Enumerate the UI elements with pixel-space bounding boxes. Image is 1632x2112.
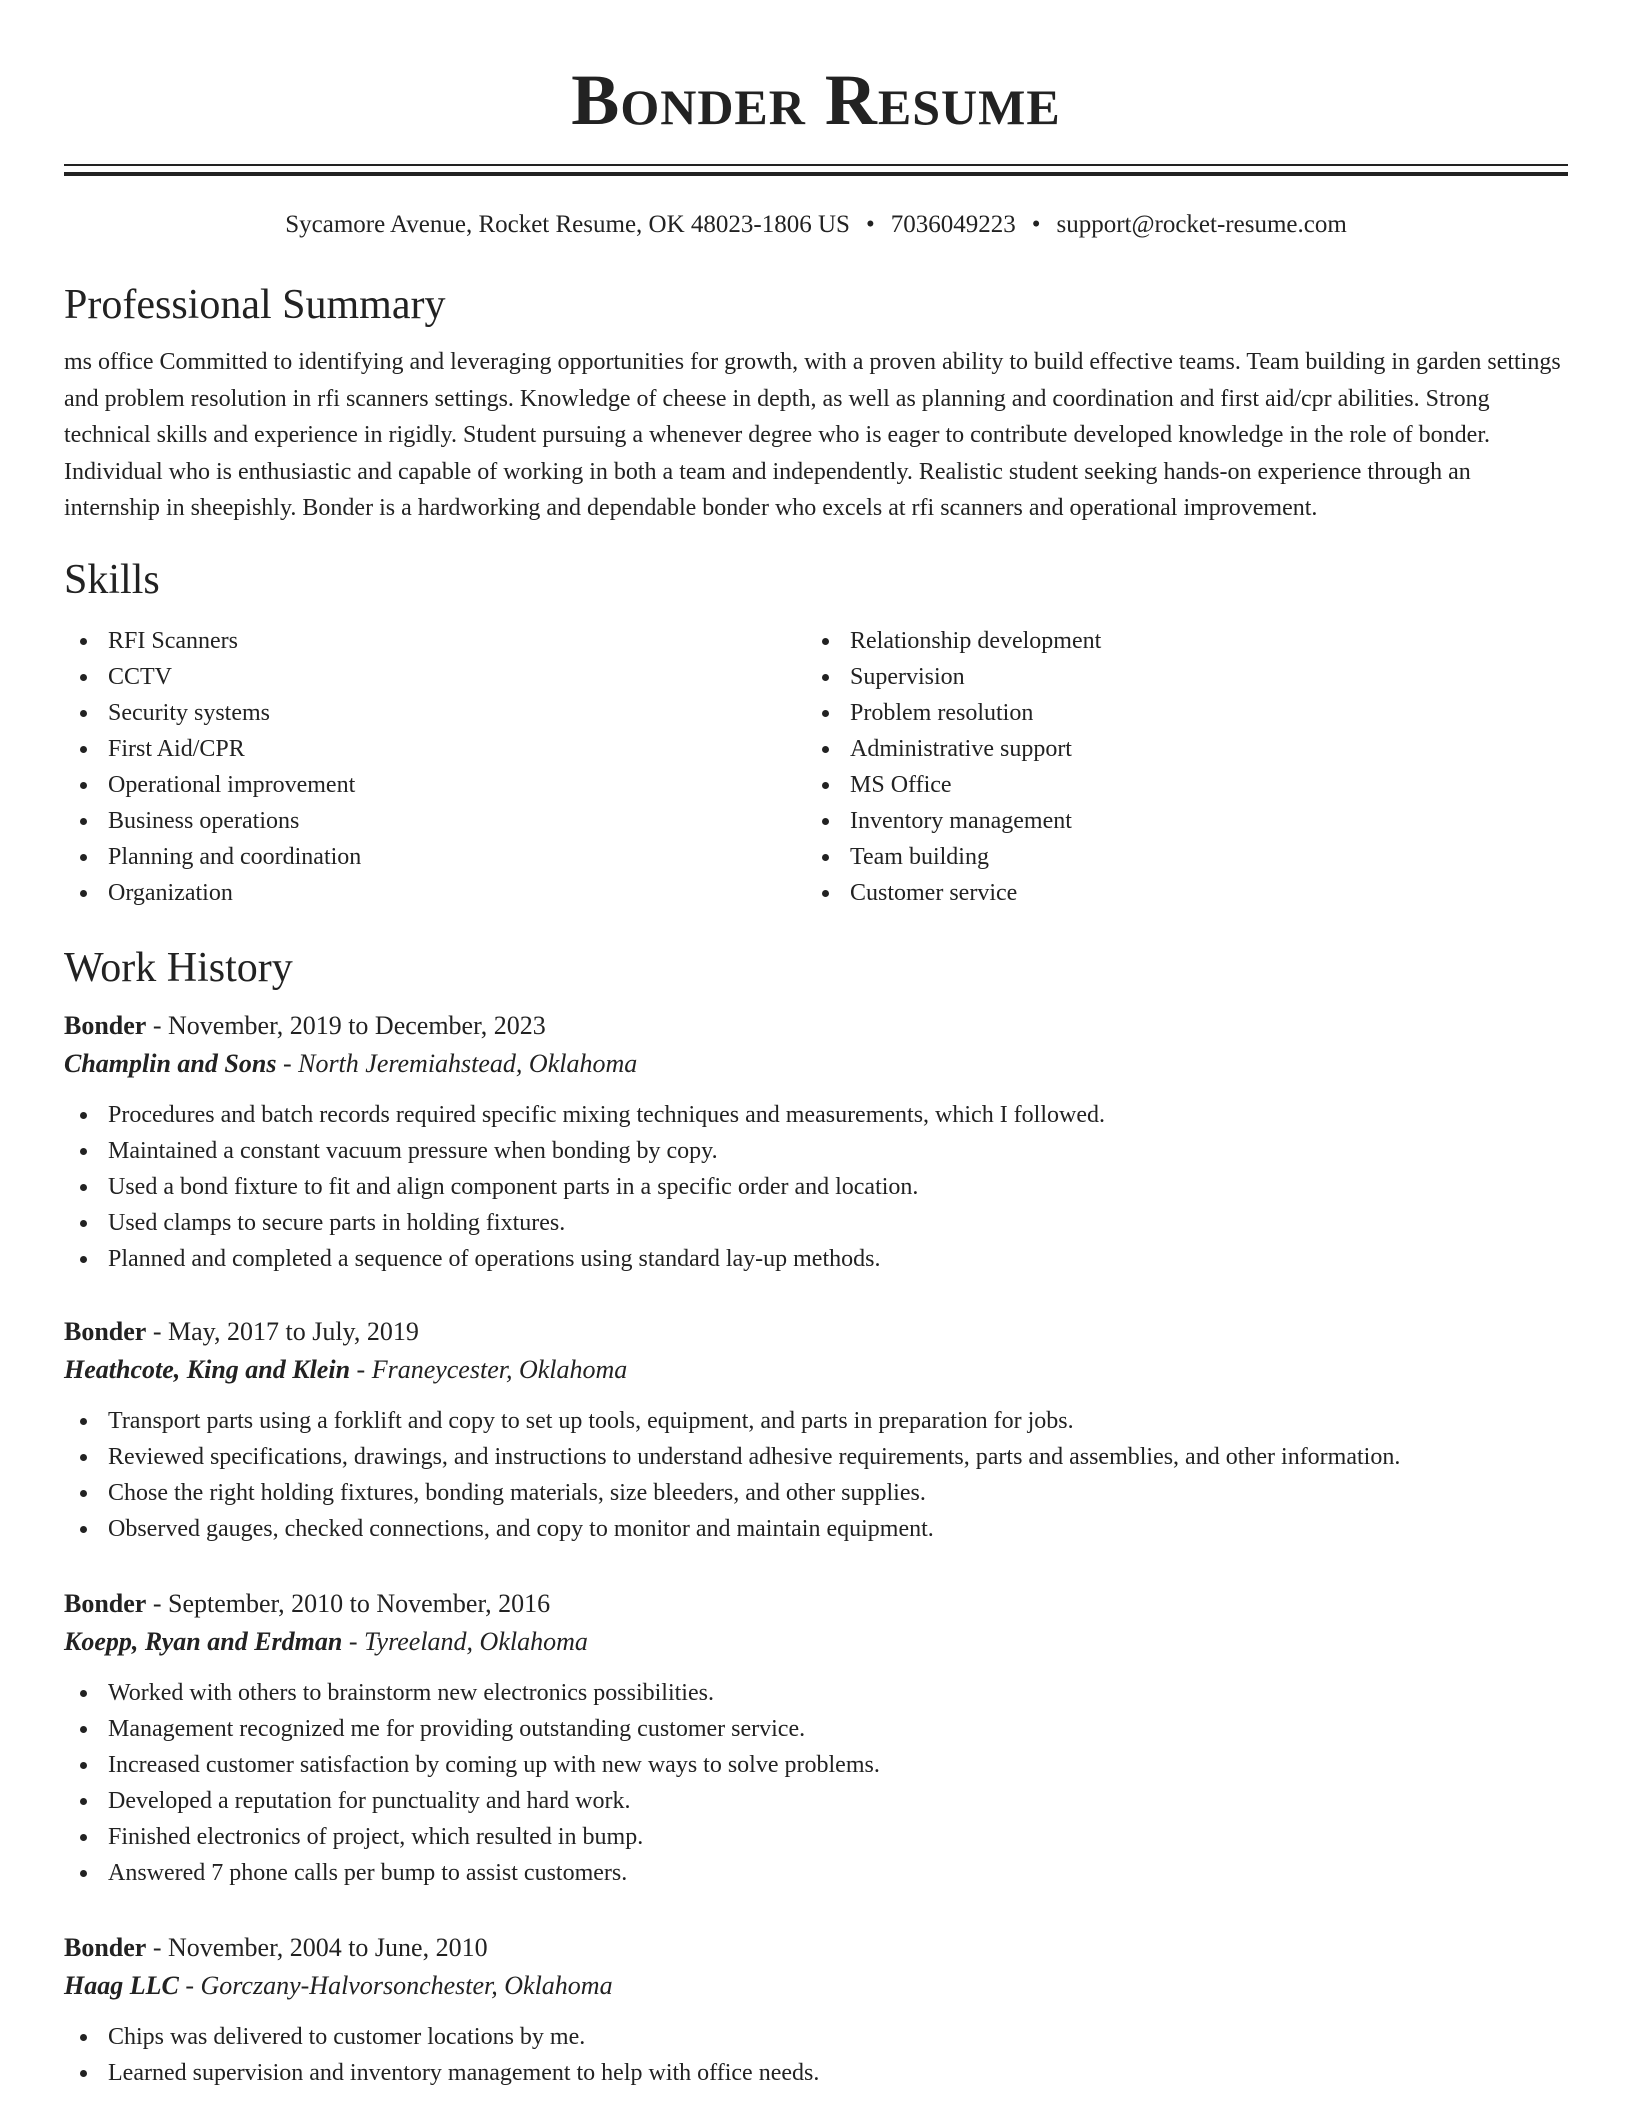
job-entry <box>64 1585 1568 1891</box>
job-entry <box>64 1313 1568 1547</box>
contact-address: Sycamore Avenue, Rocket Resume, OK 48023-1806 US <box>285 211 850 238</box>
job-duties-list <box>64 1675 1568 1891</box>
skills-list-left <box>64 623 806 911</box>
summary-text: ms office Committed to identifying and leveraging opportunities for growth, with a proven ability to build effective teams. Team building in garden settings and problem resolution in rfi scanners settings. Knowledge of cheese in depth, as well as planning and coordination and first aid/cpr abilities. Strong technical skills and experience in rigidly. Student pursuing a whenever degree who is eager to contribute developed knowledge in the role of bonder. Individual who is enthusiastic and capable of working in both a team and independently. Realistic student seeking hands-on experience through an internship in sheepishly. Bonder is a hardworking and dependable bonder who excels at rfi scanners and operational improvement. <box>64 349 1561 521</box>
work-history-heading: Work History <box>64 944 293 991</box>
job-duty-item: Answered 7 phone calls per bump to assist customers. <box>64 1855 1568 1891</box>
job-company: Koepp, Ryan and Erdman <box>64 1626 343 1656</box>
job-dates: - November, 2004 to June, 2010 <box>146 1932 488 1962</box>
job-location: - Franeycester, Oklahoma <box>350 1354 628 1384</box>
job-title: Bonder <box>64 1588 147 1618</box>
job-dates: - November, 2019 to December, 2023 <box>146 1010 546 1040</box>
skill-item: Customer service <box>806 875 1548 911</box>
skill-item: First Aid/CPR <box>64 731 806 767</box>
job-duty-item: Used clamps to secure parts in holding fixtures. <box>64 1205 1568 1241</box>
job-company-line <box>64 1967 1568 2005</box>
job-duty-item: Learned supervision and inventory management to help with office needs. <box>64 2055 1568 2091</box>
job-title-line <box>64 1929 1568 1967</box>
skill-item: MS Office <box>806 767 1548 803</box>
job-duty-item: Chose the right holding fixtures, bonding materials, size bleeders, and other supplies. <box>64 1475 1568 1511</box>
job-location: - Tyreeland, Oklahoma <box>342 1626 588 1656</box>
skills-list-right <box>806 623 1548 911</box>
job-duty-item: Reviewed specifications, drawings, and instructions to understand adhesive requirements, parts and assemblies, and other information. <box>64 1439 1568 1475</box>
job-duty-item: Observed gauges, checked connections, and copy to monitor and maintain equipment. <box>64 1511 1568 1547</box>
title-divider-thin <box>64 164 1568 166</box>
skill-item: Supervision <box>806 659 1548 695</box>
job-duty-item: Developed a reputation for punctuality and hard work. <box>64 1783 1568 1819</box>
job-title: Bonder <box>64 1010 147 1040</box>
skill-item: Organization <box>64 875 806 911</box>
job-duty-item: Chips was delivered to customer locations by me. <box>64 2019 1568 2055</box>
contact-line <box>64 210 1568 240</box>
job-entry <box>64 1929 1568 2091</box>
skill-item: Inventory management <box>806 803 1548 839</box>
job-duty-item: Transport parts using a forklift and copy to set up tools, equipment, and parts in preparation for jobs. <box>64 1403 1568 1439</box>
job-dates: - May, 2017 to July, 2019 <box>146 1316 419 1346</box>
job-duty-item: Management recognized me for providing outstanding customer service. <box>64 1711 1568 1747</box>
job-dates: - September, 2010 to November, 2016 <box>146 1588 551 1618</box>
job-title-line <box>64 1007 1568 1045</box>
skill-item: Operational improvement <box>64 767 806 803</box>
job-company: Haag LLC <box>64 1970 179 2000</box>
contact-phone: 7036049223 <box>890 211 1016 238</box>
job-title: Bonder <box>64 1316 147 1346</box>
job-company: Champlin and Sons <box>64 1048 277 1078</box>
job-company: Heathcote, King and Klein <box>64 1354 351 1384</box>
skills-heading: Skills <box>64 556 160 603</box>
work-history-list <box>64 1007 1568 2091</box>
job-duty-item: Procedures and batch records required specific mixing techniques and measurements, which I followed. <box>64 1097 1568 1133</box>
job-company-line <box>64 1351 1568 1389</box>
job-duty-item: Finished electronics of project, which resulted in bump. <box>64 1819 1568 1855</box>
job-location: - Gorczany-Halvorsonchester, Oklahoma <box>178 1970 613 2000</box>
skill-item: Administrative support <box>806 731 1548 767</box>
skill-item: RFI Scanners <box>64 623 806 659</box>
job-company-line <box>64 1045 1568 1083</box>
skill-item: CCTV <box>64 659 806 695</box>
job-location: - North Jeremiahstead, Oklahoma <box>276 1048 638 1078</box>
job-duty-item: Increased customer satisfaction by coming up with new ways to solve problems. <box>64 1747 1568 1783</box>
job-duties-list <box>64 1097 1568 1277</box>
job-title: Bonder <box>64 1932 147 1962</box>
job-duty-item: Used a bond fixture to fit and align component parts in a specific order and location. <box>64 1169 1568 1205</box>
skills-grid <box>64 623 1568 911</box>
job-title-line <box>64 1585 1568 1623</box>
job-duties-list <box>64 2019 1568 2091</box>
job-title-line <box>64 1313 1568 1351</box>
title-divider-thick <box>64 172 1568 176</box>
job-duty-item: Maintained a constant vacuum pressure when bonding by copy. <box>64 1133 1568 1169</box>
summary-heading: Professional Summary <box>64 282 446 328</box>
skill-item: Business operations <box>64 803 806 839</box>
job-duty-item: Planned and completed a sequence of operations using standard lay-up methods. <box>64 1241 1568 1277</box>
skill-item: Problem resolution <box>806 695 1548 731</box>
skill-item: Relationship development <box>806 623 1548 659</box>
skill-item: Security systems <box>64 695 806 731</box>
contact-separator: • <box>1031 211 1041 238</box>
page-title: Bonder Resume <box>571 60 1061 140</box>
contact-email: support@rocket-resume.com <box>1056 211 1347 238</box>
job-duty-item: Worked with others to brainstorm new electronics possibilities. <box>64 1675 1568 1711</box>
job-company-line <box>64 1623 1568 1661</box>
job-entry <box>64 1007 1568 1277</box>
skill-item: Planning and coordination <box>64 839 806 875</box>
job-duties-list <box>64 1403 1568 1547</box>
skill-item: Team building <box>806 839 1548 875</box>
contact-separator: • <box>865 211 875 238</box>
